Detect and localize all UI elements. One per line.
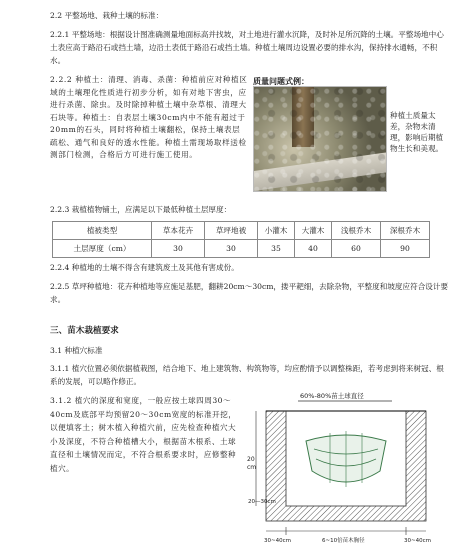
table-cell: 40 <box>295 240 332 258</box>
table-cell: 草本花卉 <box>152 222 205 240</box>
bottom-label-middle: 6~10倍苗木胸径 <box>322 538 365 544</box>
paragraph-2-2-2: 2.2.2 种植土：清理、消毒、杀菌：种植前应对种植区域的土壤理化性质进行初步分析，如有对地下害虫，应进行杀菌、除虫。及时除掉种植土壤中杂草根、清理大石块等。种植土：自表层土壤30cm内中不能有超过于20mm的石头，同时将种植土壤翻松，保持土壤表层疏松、通气和良好的透水性能。种植土需现场取样送检测部门检测，合格后方可进行施工使用。 <box>50 75 248 159</box>
table-row <box>53 240 430 258</box>
bottom-label-right: 30~40cm <box>404 538 431 544</box>
table-cell: 30 <box>205 240 258 258</box>
table-row <box>53 222 430 240</box>
photo-note: 种植土质量太差，杂物未清理，影响后期植物生长和美观。 <box>390 111 444 153</box>
paragraph-3-1-2: 3.1.2 植穴的深度和宽度，一般应按土球四周30～40cm及底部平均预留20～30cm宽度的标准开挖，以便填客土；树木植入种植穴前，应先检查种植穴大小及深度，不符合种植槽大小，根据苗木根系、土球直径和土壤情况而定，不符合根系要求时，应修整种植穴。 <box>50 396 237 473</box>
soil-depth-table <box>52 221 430 258</box>
paragraph-2-2-4: 2.2.4 种植地的土壤不得含有建筑废土及其他有害成份。 <box>50 263 239 272</box>
table-cell: 小灌木 <box>258 222 295 240</box>
table-cell: 30 <box>152 240 205 258</box>
table-cell: 深根乔木 <box>381 222 430 240</box>
heading-3-1: 3.1 种植穴标准 <box>50 346 103 355</box>
paragraph-3-1-1: 3.1.1 植穴位置必须依据植栽图，结合地下、地上建筑物、构筑物等，均应酌情予以调整株距，若考虑到将来树冠、根系的发展，可以略作修正。 <box>50 364 444 386</box>
paragraph-2-2-3: 2.2.3 栽植植物铺土，应满足以下最低种植土层厚度： <box>50 205 232 214</box>
top-dimension-label: 60%-80%苗土球直径 <box>300 392 364 400</box>
paragraph-2-2-1: 2.2.1 平整场地：根据设计图准确测量地面标高并找坡，对土地进行灌水沉降，及时补足所沉降的土壤。平整场地中心土表应高于路沿石或挡土墙，边沿土表低于路沿石或挡土墙。种植土壤周边设置必要的排水沟，保持排水通畅，不积水。 <box>50 30 444 65</box>
table-cell: 浅根乔木 <box>332 222 381 240</box>
curb-stone <box>254 152 386 191</box>
table-cell: 草坪地被 <box>205 222 258 240</box>
table-cell: 60 <box>332 240 381 258</box>
depth-label-cm: cm <box>247 464 257 471</box>
table-header-cell: 植被类型 <box>53 222 152 240</box>
table-cell: 90 <box>381 240 430 258</box>
bottom-label-left: 30~40cm <box>264 538 291 544</box>
soil-quality-photo <box>253 86 387 192</box>
table-header-cell: 土层厚度（cm） <box>53 240 152 258</box>
heading-section-3: 三、苗木栽植要求 <box>50 326 119 336</box>
heading-2-2: 2.2 平整场地、栽种土壤的标准： <box>50 11 164 20</box>
planting-pit-diagram <box>244 389 454 549</box>
photo-caption: 质量问题式例： <box>253 77 309 86</box>
table-cell: 35 <box>258 240 295 258</box>
depth-label-20: 20 <box>247 456 255 463</box>
tree-trunk <box>292 87 314 147</box>
paragraph-2-2-5: 2.2.5 草坪种植地：花卉种植地等应施足基肥，翻耕20cm～30cm，搂平耙细，去除杂物，平整度和坡度应符合设计要求。 <box>50 282 449 304</box>
depth-label-20-30: 20—30cm <box>248 499 276 505</box>
pit-diagram-svg <box>244 389 454 549</box>
table-cell: 大灌木 <box>295 222 332 240</box>
